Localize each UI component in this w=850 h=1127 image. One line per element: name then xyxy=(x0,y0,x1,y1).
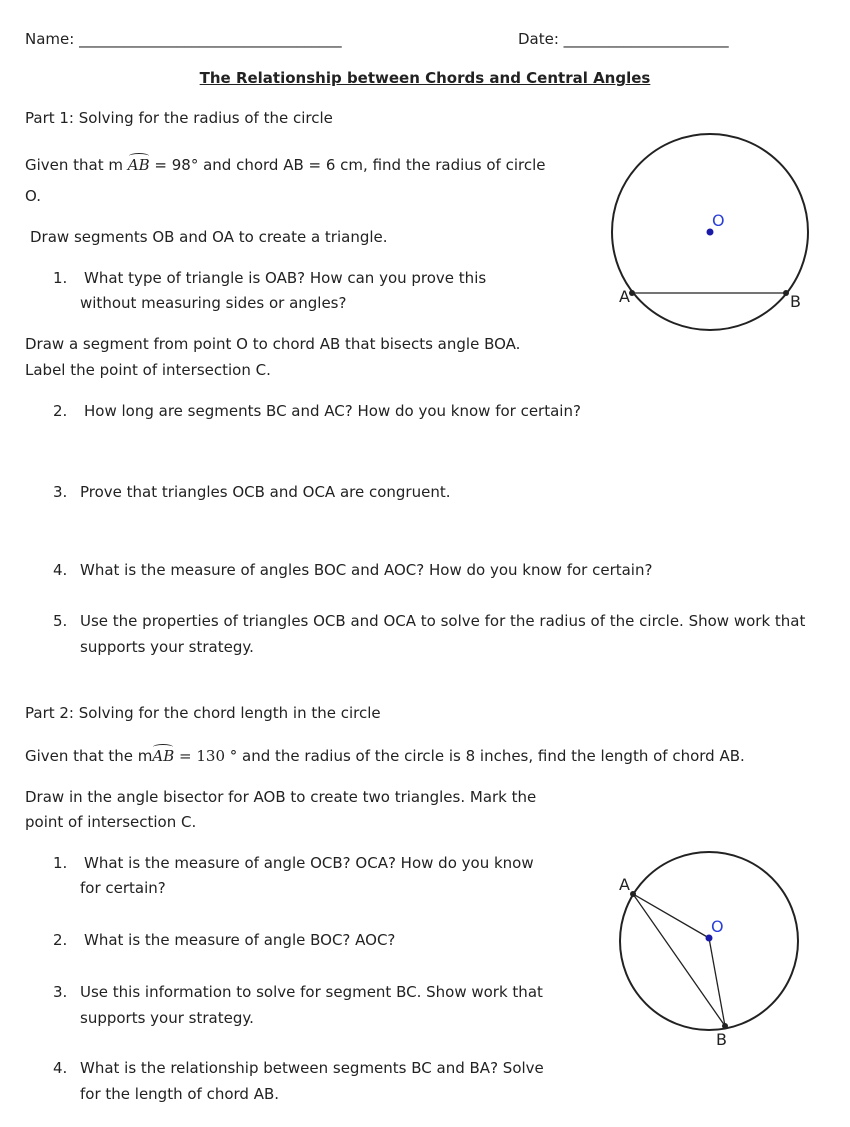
part1-circle-figure xyxy=(600,125,820,340)
part1-label-b: B xyxy=(790,292,801,311)
part2-q3-number: 3. xyxy=(53,983,68,1001)
part2-draw-line2: point of intersection C. xyxy=(25,813,197,831)
part1-draw-line1: Draw a segment from point O to chord AB that bisects angle BOA. xyxy=(25,335,521,353)
part1-q1-line2: without measuring sides or angles? xyxy=(80,294,347,312)
part1-q5-number: 5. xyxy=(53,612,68,630)
part2-given-post: and the radius of the circle is 8 inches, find the length of chord AB. xyxy=(237,747,745,765)
part2-arc-ab: AB xyxy=(152,747,175,765)
part2-heading: Part 2: Solving for the chord length in the circle xyxy=(25,704,381,722)
part1-point-b xyxy=(783,290,789,296)
part2-given-pre: Given that the m xyxy=(25,747,153,765)
date-field-label: Date: ______________________ xyxy=(518,30,729,48)
part1-arc-ab: AB xyxy=(127,156,150,174)
part1-q3: Prove that triangles OCB and OCA are congruent. xyxy=(80,483,451,501)
part2-radius-oa xyxy=(633,894,709,938)
part2-given-eq: = 130 ° xyxy=(174,747,238,765)
part1-q5-line1: Use the properties of triangles OCB and OCA to solve for the radius of the circle. Show work that xyxy=(80,612,806,630)
part1-given-pre: Given that m xyxy=(25,156,128,174)
part2-point-a xyxy=(630,891,636,897)
part1-given-line2: O. xyxy=(25,187,41,205)
part1-q2-number: 2. xyxy=(53,402,68,420)
part2-q1-number: 1. xyxy=(53,854,68,872)
part2-chord-ab xyxy=(633,894,725,1026)
part1-q1-number: 1. xyxy=(53,269,68,287)
part2-circle-figure xyxy=(605,840,815,1055)
part1-label-a: A xyxy=(619,287,630,306)
part1-instruction: Draw segments OB and OA to create a triangle. xyxy=(30,228,388,246)
part1-q3-number: 3. xyxy=(53,483,68,501)
part1-label-o: O xyxy=(712,211,725,230)
part2-draw-line1: Draw in the angle bisector for AOB to create two triangles. Mark the xyxy=(25,788,537,806)
part1-q2: How long are segments BC and AC? How do you know for certain? xyxy=(84,402,581,420)
part1-given-post: = 98° and chord AB = 6 cm, find the radius of circle xyxy=(149,156,546,174)
part1-q4: What is the measure of angles BOC and AOC? How do you know for certain? xyxy=(80,561,653,579)
part2-q1-line1: What is the measure of angle OCB? OCA? How do you know xyxy=(84,854,534,872)
part2-q4-line1: What is the relationship between segments BC and BA? Solve xyxy=(80,1059,544,1077)
part2-q3-line1: Use this information to solve for segment BC. Show work that xyxy=(80,983,543,1001)
part2-q2-number: 2. xyxy=(53,931,68,949)
part1-draw-line2: Label the point of intersection C. xyxy=(25,361,271,379)
part1-given xyxy=(25,156,545,174)
worksheet-title: The Relationship between Chords and Central Angles xyxy=(199,69,651,87)
part2-q2: What is the measure of angle BOC? AOC? xyxy=(84,931,396,949)
part2-label-b: B xyxy=(716,1030,727,1049)
part2-point-b xyxy=(722,1023,728,1029)
name-field-label: Name: ___________________________________ xyxy=(25,30,342,48)
part2-label-o: O xyxy=(711,917,724,936)
part1-q5-line2: supports your strategy. xyxy=(80,638,254,656)
part1-q1-line1: What type of triangle is OAB? How can you prove this xyxy=(84,269,487,287)
part1-q4-number: 4. xyxy=(53,561,68,579)
part2-q1-line2: for certain? xyxy=(80,879,166,897)
part2-given xyxy=(25,747,745,765)
part2-label-a: A xyxy=(619,875,630,894)
part2-radius-ob xyxy=(709,938,725,1026)
part2-q4-line2: for the length of chord AB. xyxy=(80,1085,280,1103)
part2-q3-line2: supports your strategy. xyxy=(80,1009,254,1027)
part2-q4-number: 4. xyxy=(53,1059,68,1077)
part1-heading: Part 1: Solving for the radius of the circle xyxy=(25,109,333,127)
